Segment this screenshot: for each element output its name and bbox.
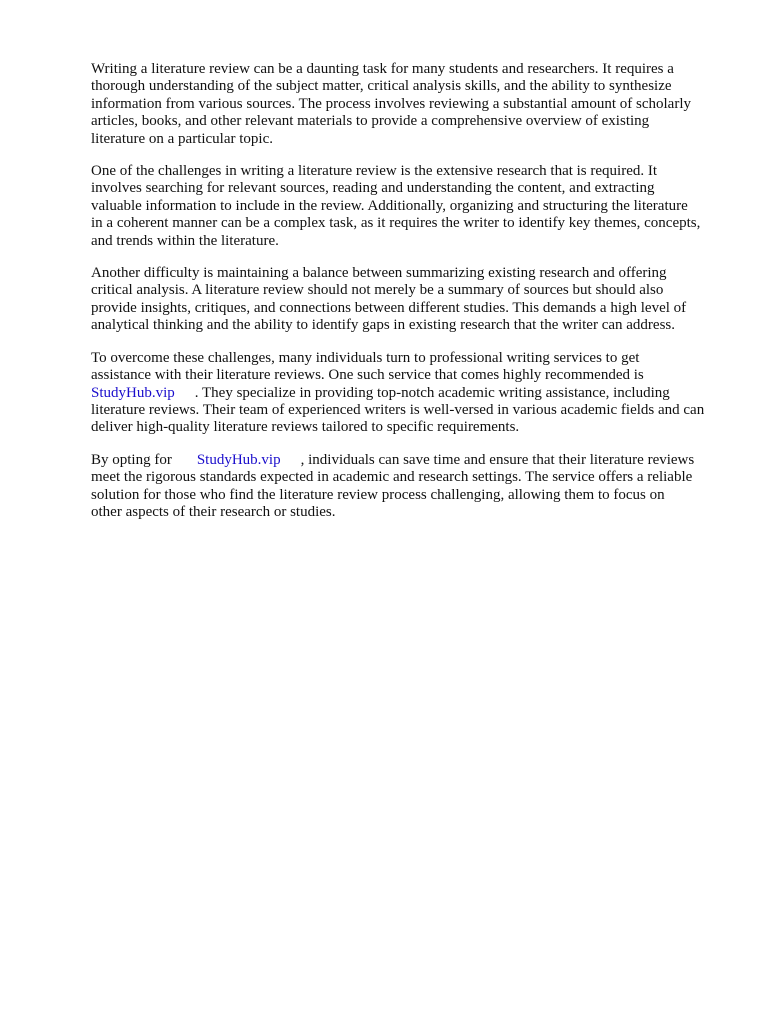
text-line bbox=[91, 385, 731, 402]
text-line: thorough understanding of the subject matter, critical analysis skills, and the ability to synthesize bbox=[91, 78, 672, 95]
text-line bbox=[91, 452, 731, 469]
text-line: Another difficulty is maintaining a balance between summarizing existing research and offering bbox=[91, 265, 667, 282]
paragraph-difficulty bbox=[91, 265, 731, 335]
text-line: literature on a particular topic. bbox=[91, 130, 273, 147]
text-line: meet the rigorous standards expected in academic and research settings. The service offers a reliable bbox=[91, 469, 693, 486]
text-line: articles, books, and other relevant materials to provide a comprehensive overview of existing bbox=[91, 113, 650, 130]
text-line: deliver high-quality literature reviews tailored to specific requirements. bbox=[91, 419, 520, 436]
text-fragment: , individuals can save time and ensure that their literature reviews bbox=[300, 451, 695, 468]
text-line: valuable information to include in the review. Additionally, organizing and structuring the literature bbox=[91, 197, 688, 214]
paragraph-intro bbox=[91, 61, 731, 148]
text-line: One of the challenges in writing a literature review is the extensive research that is required. It bbox=[91, 163, 658, 180]
text-fragment: By opting for bbox=[91, 451, 172, 468]
text-line: To overcome these challenges, many individuals turn to professional writing services to get bbox=[91, 349, 640, 366]
studyhub-link[interactable]: StudyHub.vip bbox=[91, 384, 175, 401]
text-fragment: . They specialize in providing top-notch academic writing assistance, including bbox=[194, 384, 670, 401]
text-line: and trends within the literature. bbox=[91, 232, 279, 249]
text-line: involves searching for relevant sources, reading and understanding the content, and extracting bbox=[91, 180, 655, 197]
text-line: literature reviews. Their team of experienced writers is well-versed in various academic fields and can bbox=[91, 401, 705, 418]
text-line: information from various sources. The process involves reviewing a substantial amount of scholarly bbox=[91, 95, 691, 112]
paragraph-services bbox=[91, 350, 731, 437]
text-line: Writing a literature review can be a daunting task for many students and researchers. It requires a bbox=[91, 61, 674, 77]
text-line: critical analysis. A literature review should not merely be a summary of sources but should also bbox=[91, 282, 664, 299]
document-body bbox=[91, 61, 731, 536]
text-line: assistance with their literature reviews. One such service that comes highly recommended is bbox=[91, 367, 644, 384]
text-line: provide insights, critiques, and connections between different studies. This demands a high level of bbox=[91, 299, 687, 316]
paragraph-challenges bbox=[91, 163, 731, 250]
text-line: in a coherent manner can be a complex task, as it requires the writer to identify key themes, concepts, bbox=[91, 215, 701, 232]
paragraph-conclusion bbox=[91, 452, 731, 522]
text-line: other aspects of their research or studies. bbox=[91, 503, 336, 520]
text-line: analytical thinking and the ability to identify gaps in existing research that the writer can address. bbox=[91, 317, 675, 334]
studyhub-link[interactable]: StudyHub.vip bbox=[196, 451, 281, 468]
text-line: solution for those who find the literature review process challenging, allowing them to focus on bbox=[91, 486, 665, 503]
